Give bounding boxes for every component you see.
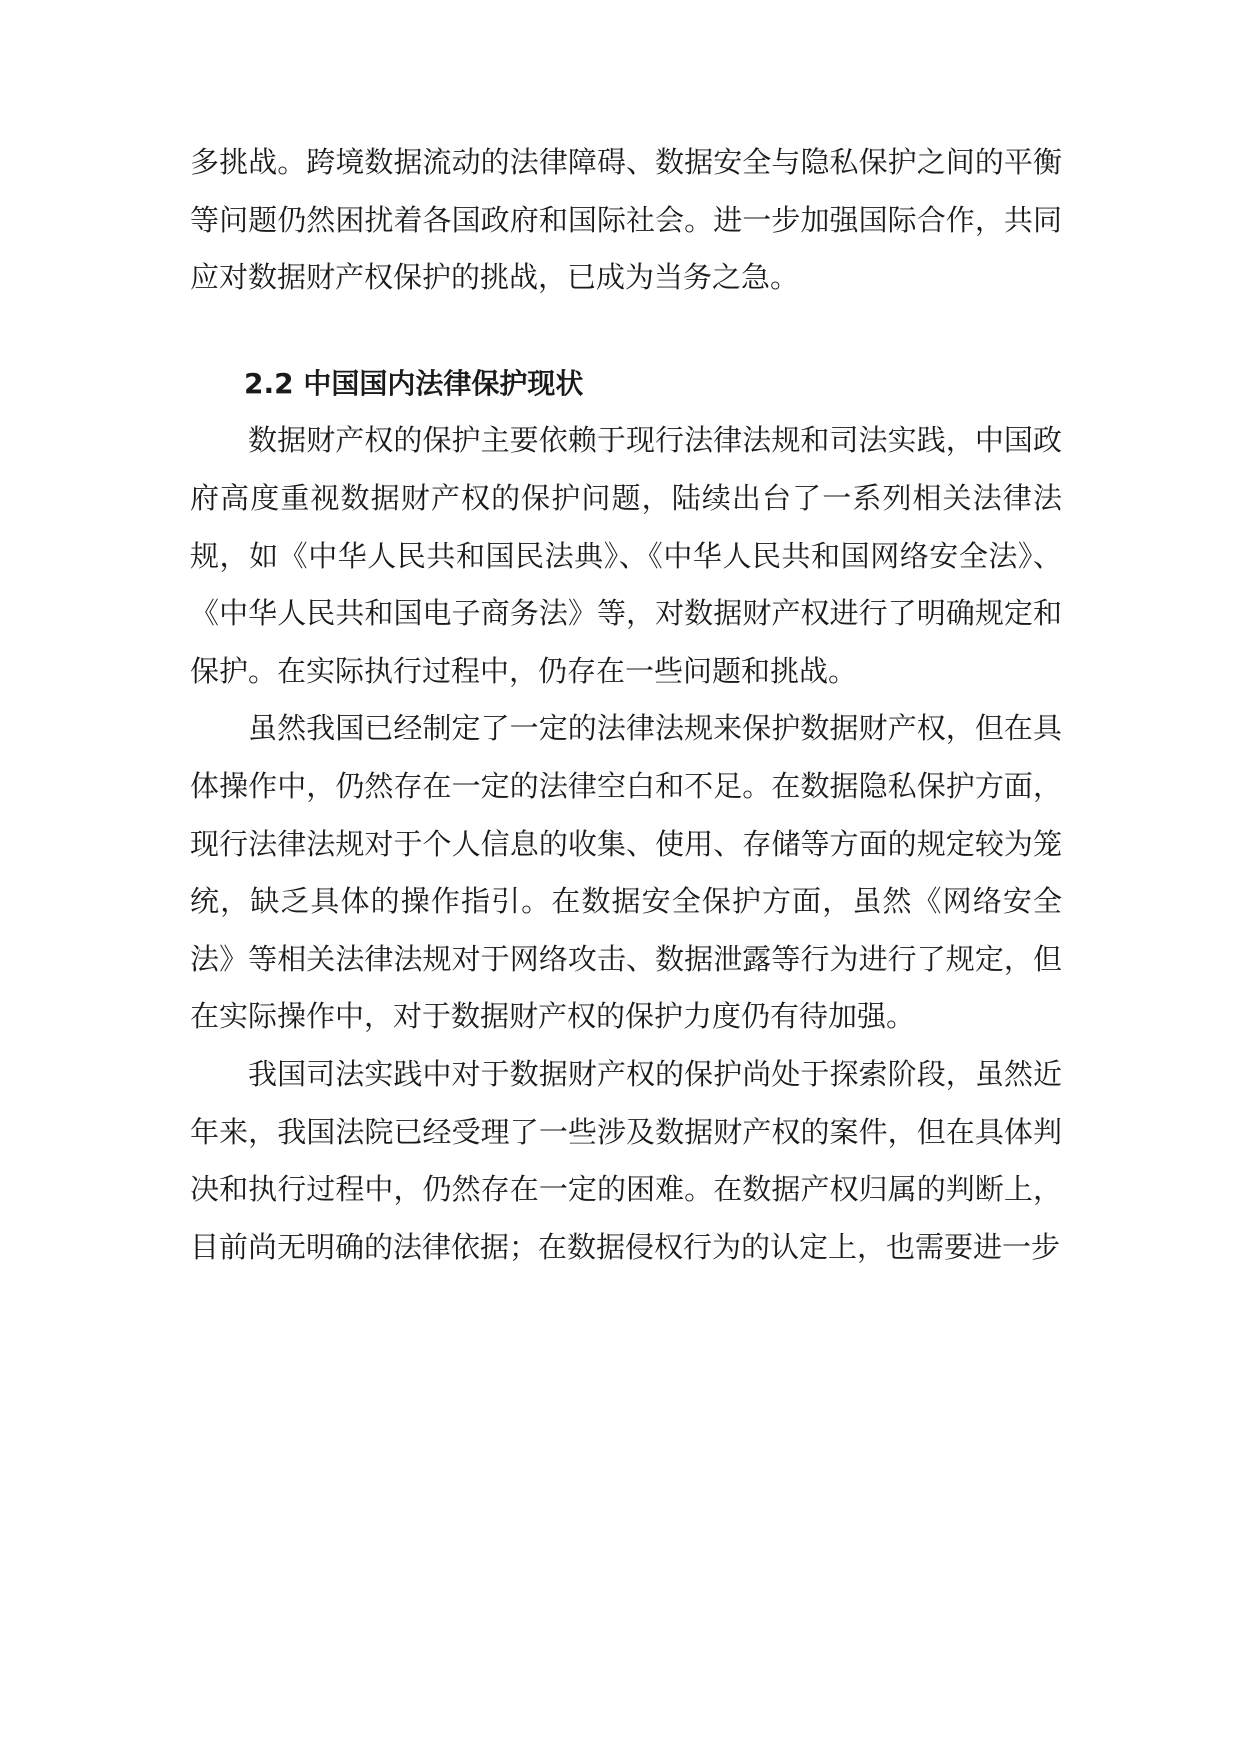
paragraph: 数据财产权的保护主要依赖于现行法律法规和司法实践，中国政府高度重视数据财产权的保护问题，陆续出台了一系列相关法律法规，如《中华人民共和国民法典》、《中华人民共和国网络安全法》、《中华人民共和国电子商务法》等，对数据财产权进行了明确规定和保护。在实际执行过程中，仍存在一些问题和挑战。 bbox=[190, 423, 1062, 688]
paragraph: 虽然我国已经制定了一定的法律法规来保护数据财产权，但在具体操作中，仍然存在一定的法律空白和不足。在数据隐私保护方面，现行法律法规对于个人信息的收集、使用、存储等方面的规定较为笼统，缺乏具体的操作指引。在数据安全保护方面，虽然《网络安全法》等相关法律法规对于网络攻击、数据泄露等行为进行了规定，但在实际操作中，对于数据财产权的保护力度仍有待加强。 bbox=[190, 711, 1062, 1034]
paragraph-continued: 多挑战。跨境数据流动的法律障碍、数据安全与隐私保护之间的平衡等问题仍然困扰着各国政府和国际社会。进一步加强国际合作，共同应对数据财产权保护的挑战，已成为当务之急。 bbox=[190, 145, 1062, 295]
document-body bbox=[190, 134, 1062, 1276]
paragraph: 我国司法实践中对于数据财产权的保护尚处于探索阶段，虽然近年来，我国法院已经受理了一些涉及数据财产权的案件，但在具体判决和执行过程中，仍然存在一定的困难。在数据产权归属的判断上，目前尚无明确的法律依据；在数据侵权行为的认定上，也需要进一步 bbox=[190, 1056, 1062, 1264]
section-heading: 2.2 中国国内法律保护现状 bbox=[244, 366, 584, 400]
